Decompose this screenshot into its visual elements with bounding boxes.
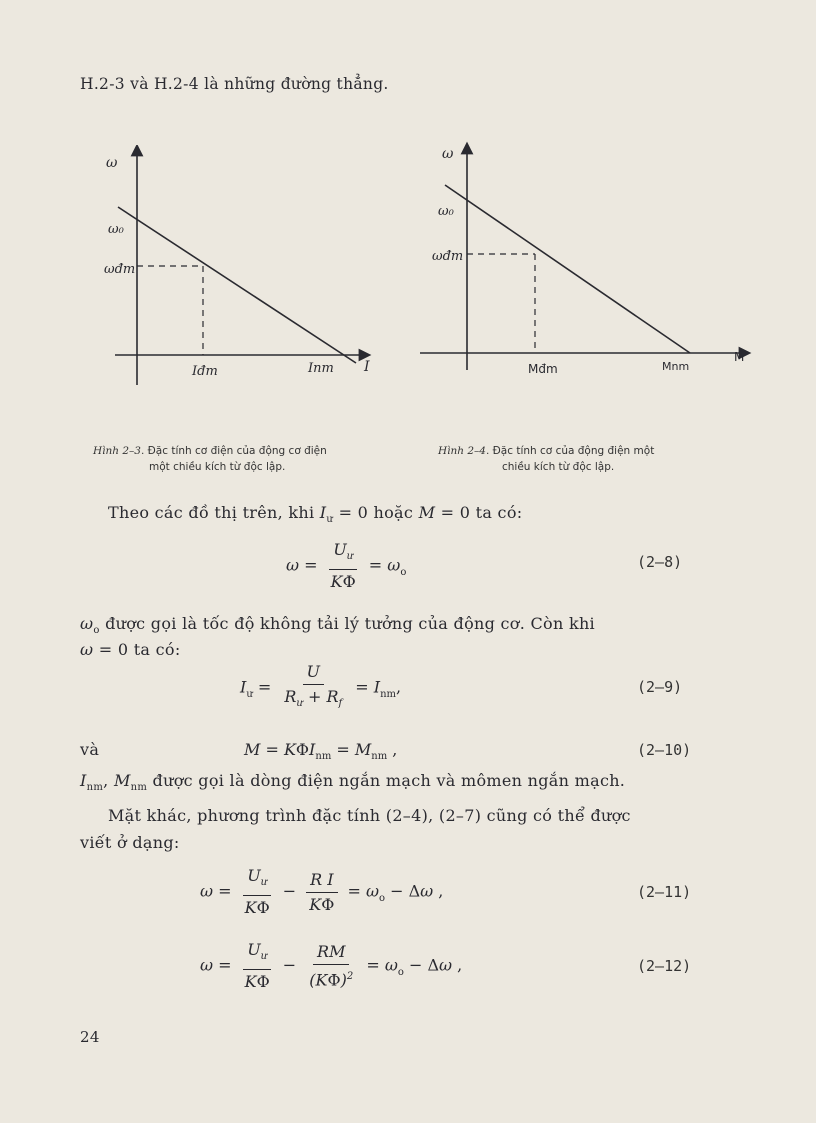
equation-2-10: $M = K\Phi I_{nm} = M_{nm}$ , xyxy=(244,740,398,763)
text2a: được gọi là tốc độ không tải lý tưởng của động cơ. Còn khi xyxy=(105,614,595,633)
fig1-caption-line2: một chiều kích từ độc lập. xyxy=(149,461,286,473)
va-label: và xyxy=(80,740,100,759)
figure-2-4 xyxy=(420,140,760,385)
fig2-mnm-label: Mnm xyxy=(662,360,690,373)
fig2-omega0-label: ω₀ xyxy=(438,204,454,219)
text2b: = 0 ta có: xyxy=(98,640,181,659)
fig2-caption-num: Hình 2–4. xyxy=(438,445,490,457)
paragraph-viet: viết ở dạng: xyxy=(80,833,180,852)
paragraph-omega0: $\omega_o$ được gọi là tốc độ không tải lý tưởng của động cơ. Còn khi xyxy=(80,614,595,637)
eq-2-9-number: (2–9) xyxy=(637,678,683,696)
paragraph-inm: $I_{nm}$, $M_{nm}$ được gọi là dòng điện ngắn mạch và mômen ngắn mạch. xyxy=(80,771,626,794)
eq-2-11-number: (2–11) xyxy=(637,883,692,901)
fig1-omega0-label: ω₀ xyxy=(108,222,124,237)
fig2-mdm-label: Mđm xyxy=(528,362,558,376)
eq-2-10-number: (2–10) xyxy=(637,741,692,759)
fig1-characteristic-line xyxy=(118,207,356,363)
equation-2-12: ω = $\frac{U_ư}{K\Phi}$ − $\frac{RM}{(K\Phi)^2}$ = $\omega_o - \Delta\omega$ , xyxy=(200,940,463,992)
intro-line: H.2-3 và H.2-4 là những đường thẳng. xyxy=(80,75,389,93)
text1c: = 0 ta có: xyxy=(440,503,523,522)
figure-2-4-caption xyxy=(438,443,738,475)
equation-2-11: ω = $\frac{U_ư}{K\Phi}$ − $\frac{\text{R I}}{K\Phi}$ = $\omega_o - \Delta\omega$ , xyxy=(200,866,444,918)
fig1-idm-label: Iđm xyxy=(192,364,218,379)
text1: Theo các đồ thị trên, khi xyxy=(108,503,315,522)
fig1-caption-line1: Đặc tính cơ điện của động cơ điện xyxy=(147,445,327,457)
paragraph-mat-khac: Mặt khác, phương trình đặc tính (2–4), (2–7) cũng có thể được xyxy=(108,806,631,825)
fig2-caption-line2: chiều kích từ độc lập. xyxy=(502,461,615,473)
eq-2-8-number: (2–8) xyxy=(637,553,683,571)
figure-2-3-caption xyxy=(93,443,413,475)
equation-2-8: ω = $\frac{U_ư}{K\Phi}$ = $\omega_o$ xyxy=(286,540,407,592)
paragraph-omega-zero: ω = 0 ta có: xyxy=(80,640,181,659)
fig2-caption-line1: Đặc tính cơ của động điện một xyxy=(492,445,655,457)
fig1-i-axis-label: I xyxy=(364,359,370,375)
fig1-omega-label: ω xyxy=(106,155,118,171)
text3: được gọi là dòng điện ngắn mạch và mômen ngắn mạch. xyxy=(152,771,626,790)
fig2-omega-label: ω xyxy=(442,146,454,162)
text1b: = 0 hoặc xyxy=(338,503,414,522)
paragraph-theo: Theo các đồ thị trên, khi $I_ư = 0$ hoặc M = 0 ta có: xyxy=(108,503,523,526)
fig2-omega-dm-label: ωđm xyxy=(432,249,464,264)
fig2-characteristic-line xyxy=(445,185,690,353)
fig1-caption-num: Hình 2–3. xyxy=(93,445,145,457)
figure-2-3 xyxy=(100,145,400,385)
fig2-m-axis-label: M xyxy=(734,350,745,364)
page-number: 24 xyxy=(80,1028,100,1046)
equation-2-9: $I_ư$ = $\frac{U}{R_ư + R_f}$ = $I_{nm}$, xyxy=(240,662,402,710)
eq-2-12-number: (2–12) xyxy=(637,957,692,975)
fig1-inm-label: Inm xyxy=(308,361,334,376)
fig1-omega-dm-label: ωđm xyxy=(104,262,136,277)
